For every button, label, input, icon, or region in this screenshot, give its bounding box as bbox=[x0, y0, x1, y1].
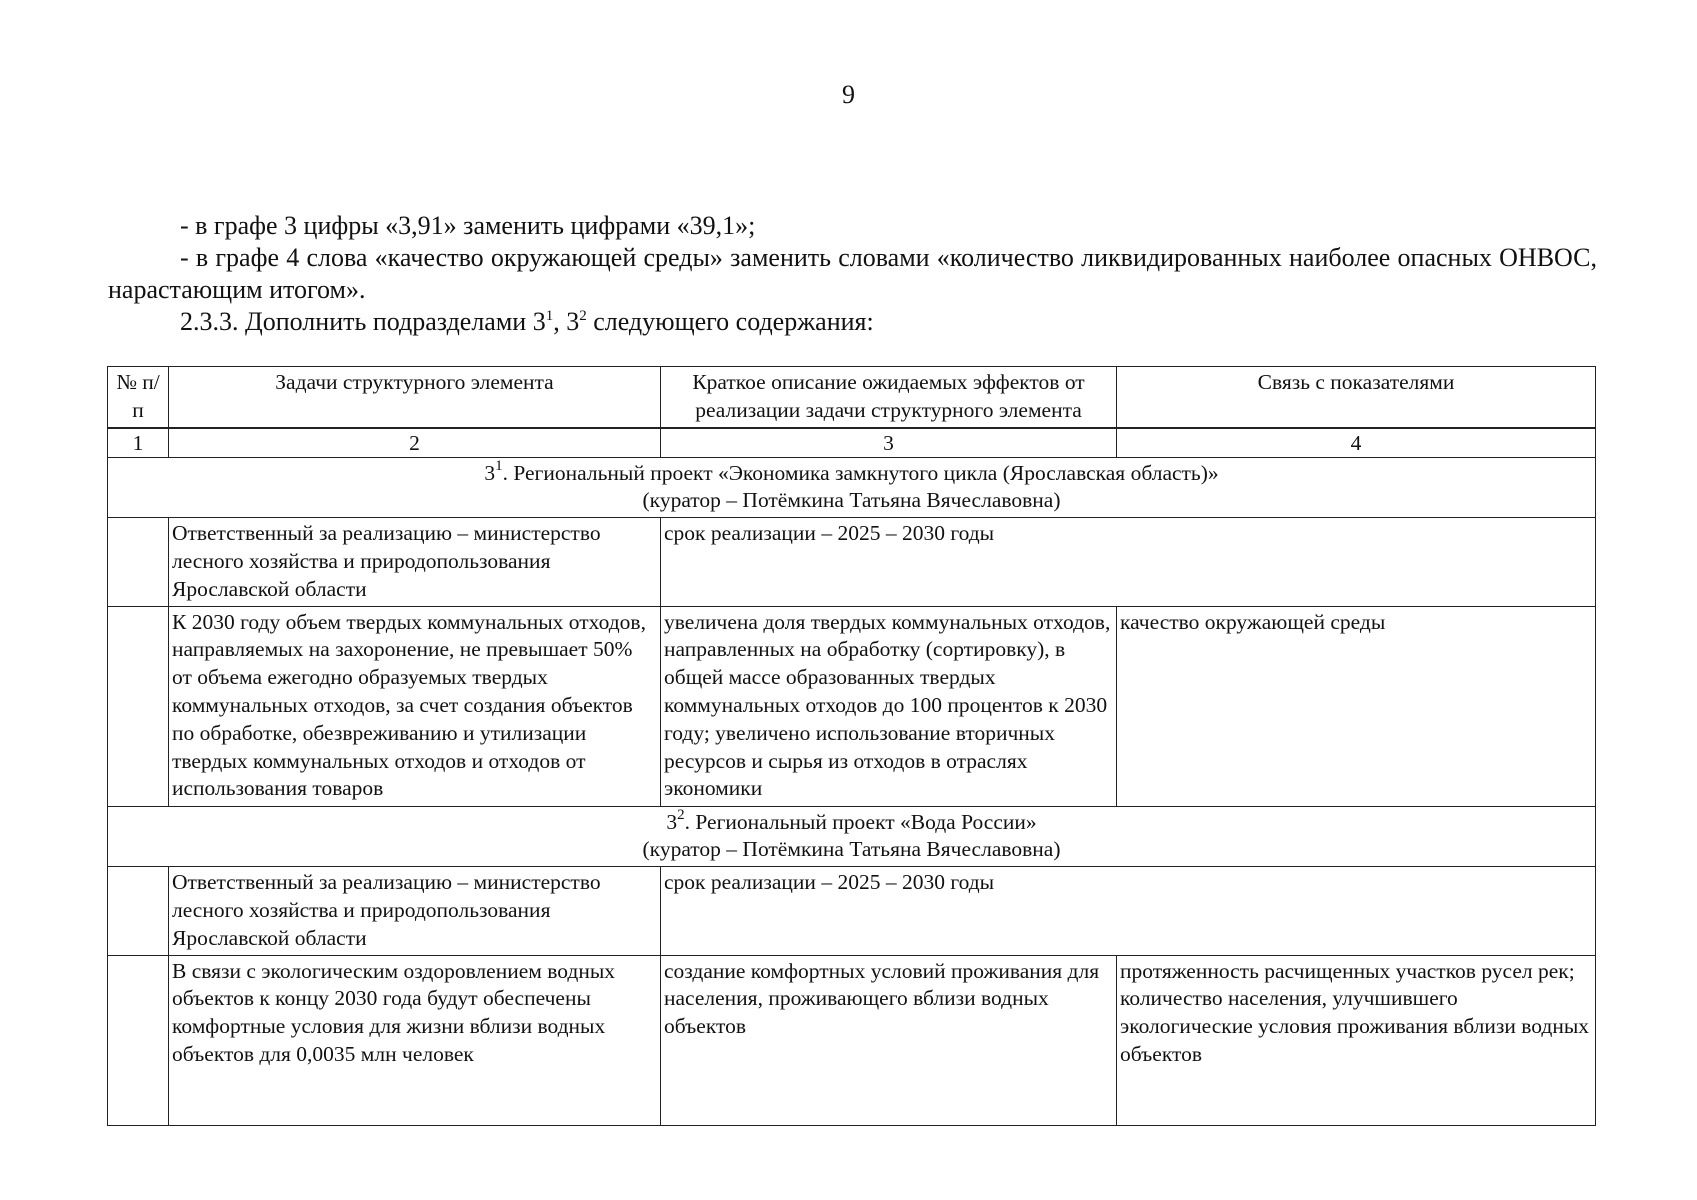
amendment-line-3: 2.3.3. Дополнить подразделами $3^1$, $3^2$ следующего содержания: bbox=[180, 307, 874, 336]
column-number-cell: 2 bbox=[169, 428, 661, 458]
row-number-cell bbox=[107, 956, 169, 1126]
column-number-cell: 3 bbox=[661, 428, 1117, 458]
page-number: 9 bbox=[842, 80, 855, 109]
amendment-text bbox=[108, 210, 1597, 338]
term-cell: срок реализации – 2025 – 2030 годы bbox=[661, 518, 1596, 606]
amendment-line-1: - в графе 3 цифры «3,91» заменить цифрами «39,1»; bbox=[180, 211, 756, 240]
column-number-cell: 4 bbox=[1117, 428, 1596, 458]
header-cell-number: № п/п bbox=[107, 366, 169, 428]
amendment-line-2: - в графе 4 слова «качество окружающей среды» заменить словами «количество ликвидированных наиболее опасных ОНВОС, нарастающим итогом». bbox=[108, 243, 1597, 304]
responsible-row bbox=[107, 518, 1596, 606]
row-number-cell bbox=[107, 518, 169, 606]
effect-cell: создание комфортных условий проживания для населения, проживающего вблизи водных объектов bbox=[661, 956, 1117, 1126]
responsible-cell: Ответственный за реализацию – министерство лесного хозяйства и природопользования Ярославской области bbox=[169, 518, 661, 606]
section-curator: (куратор – Потёмкина Татьяна Вячеславовна) bbox=[642, 488, 1061, 513]
row-number-cell bbox=[107, 607, 169, 807]
header-cell-indicators: Связь с показателями bbox=[1117, 366, 1596, 428]
section-heading-row bbox=[107, 807, 1596, 868]
section-title: $3^1$. Региональный проект «Экономика замкнутого цикла (Ярославская область)» bbox=[484, 457, 1219, 485]
table-header-row bbox=[107, 366, 1596, 428]
task-cell: В связи с экологическим оздоровлением водных объектов к концу 2030 года будут обеспечены комфортные условия для жизни вблизи водных объектов для 0,0035 млн человек bbox=[169, 956, 661, 1126]
term-cell: срок реализации – 2025 – 2030 годы bbox=[661, 867, 1596, 955]
responsible-row bbox=[107, 867, 1596, 955]
section-heading-cell bbox=[107, 458, 1596, 519]
section-heading-cell bbox=[107, 807, 1596, 868]
effect-cell: увеличена доля твердых коммунальных отходов, направленных на обработку (сортировку), в общей массе образованных твердых коммунальных отходов до 100 процентов к 2030 году; увеличено использование вторичных ресурсов и сырья из отходов в отраслях экономики bbox=[661, 607, 1117, 807]
structural-elements-table bbox=[107, 366, 1596, 1126]
task-row bbox=[107, 956, 1596, 1126]
task-cell: К 2030 году объем твердых коммунальных отходов, направляемых на захоронение, не превышает 50% от объема ежегодно образуемых твердых коммунальных отходов, за счет создания объектов по обработке, обезвреживанию и утилизации твердых коммунальных отходов и отходов от использования товаров bbox=[169, 607, 661, 807]
column-number-row bbox=[107, 428, 1596, 458]
responsible-cell: Ответственный за реализацию – министерство лесного хозяйства и природопользования Ярославской области bbox=[169, 867, 661, 955]
section-curator: (куратор – Потёмкина Татьяна Вячеславовна) bbox=[642, 837, 1061, 862]
indicator-cell: протяженность расчищенных участков русел рек; количество населения, улучшившего экологические условия проживания вблизи водных объектов bbox=[1117, 956, 1596, 1126]
column-number-cell: 1 bbox=[107, 428, 169, 458]
task-row bbox=[107, 607, 1596, 807]
section-title: $3^2$. Региональный проект «Вода России» bbox=[666, 806, 1037, 834]
section-heading-row bbox=[107, 458, 1596, 519]
indicator-cell: качество окружающей среды bbox=[1117, 607, 1596, 807]
row-number-cell bbox=[107, 867, 169, 955]
header-cell-effects: Краткое описание ожидаемых эффектов от реализации задачи структурного элемента bbox=[661, 366, 1117, 428]
header-cell-tasks: Задачи структурного элемента bbox=[169, 366, 661, 428]
